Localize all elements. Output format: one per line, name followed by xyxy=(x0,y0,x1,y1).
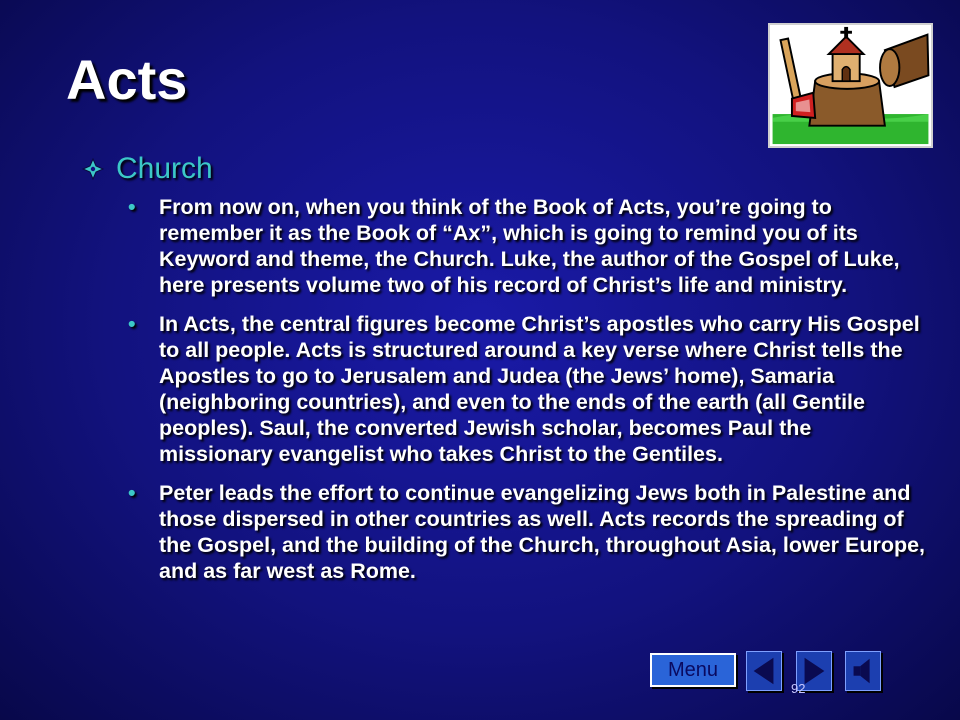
bullet-text: In Acts, the central figures become Christ’s apostles who carry His Gospel to all people. Acts is structured around a key verse where Christ tells the Apostles to go to Jerusalem and Judea (the Jews’ home), Samaria (neighboring countries), and even to the ends of the earth (all Gentile peoples). Saul, the converted Jewish scholar, becomes Paul the missionary evangelist who takes Christ to the Gentiles. xyxy=(159,312,920,466)
speaker-icon xyxy=(846,652,880,690)
diamond-bullet-icon xyxy=(82,158,104,180)
previous-slide-button[interactable] xyxy=(746,651,782,691)
heading-row xyxy=(82,152,213,186)
bullet-list xyxy=(128,194,928,597)
bullet-dot-icon: • xyxy=(128,481,136,505)
menu-button[interactable]: Menu xyxy=(650,653,736,687)
sound-button[interactable] xyxy=(845,651,881,691)
slide-title: Acts xyxy=(66,48,188,111)
axe-stump-church-icon xyxy=(768,23,933,148)
page-number: 92 xyxy=(791,681,806,696)
bullet-text: From now on, when you think of the Book of Acts, you’re going to remember it as the Book of “Ax”, which is going to remind you of its Keyword and theme, the Church. Luke, the author of the Gospel of Luke, here presents volume two of his record of Christ’s life and ministry. xyxy=(159,195,900,297)
bullet-text: Peter leads the effort to continue evangelizing Jews both in Palestine and those dispersed in other countries as well. Acts records the spreading of the Gospel, and the building of the Church, throughout Asia, lower Europe, and as far west as Rome. xyxy=(159,481,926,583)
triangle-left-icon xyxy=(747,652,781,690)
bullet-item xyxy=(128,480,928,584)
bullet-dot-icon: • xyxy=(128,195,136,219)
bullet-dot-icon: • xyxy=(128,312,136,336)
bullet-item xyxy=(128,194,928,298)
section-heading: Church xyxy=(116,152,213,185)
bullet-item xyxy=(128,311,928,467)
